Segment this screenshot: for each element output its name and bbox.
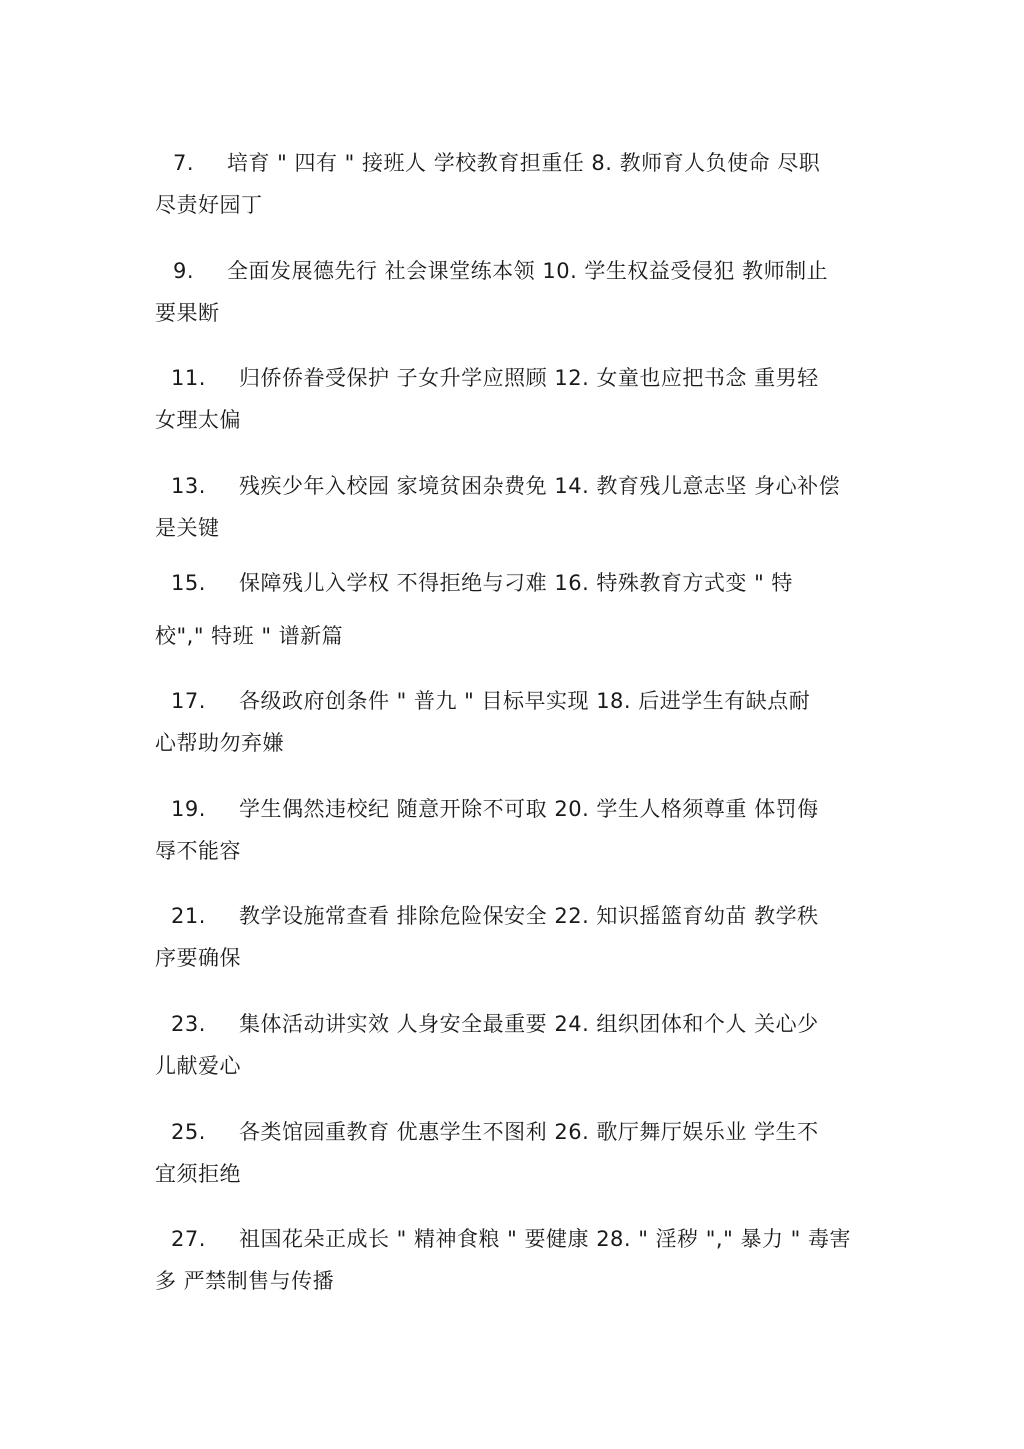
- item-text-line2: 校"," 特班 " 谱新篇: [155, 624, 344, 648]
- item-text-line2: 要果断: [155, 301, 220, 325]
- item-text-line1: 集体活动讲实效 人身安全最重要 24. 组织团体和个人 关心少: [239, 1012, 819, 1036]
- item-number: 7.: [173, 151, 195, 175]
- item-text-line2: 多 严禁制售与传播: [155, 1269, 335, 1293]
- item-text-line2: 是关键: [155, 516, 220, 540]
- item-text-line1: 保障残儿入学权 不得拒绝与刁难 16. 特殊教育方式变 " 特: [239, 571, 793, 595]
- item-number: 17.: [171, 689, 206, 713]
- item-text-line1: 培育 " 四有 " 接班人 学校教育担重任 8. 教师育人负使命 尽职: [227, 151, 821, 175]
- item-text-line1: 残疾少年入校园 家境贫困杂费免 14. 教育残儿意志坚 身心补偿: [239, 474, 841, 498]
- item-number: 27.: [171, 1227, 206, 1251]
- item-number: 21.: [171, 904, 206, 928]
- item-text-line1: 教学设施常查看 排除危险保安全 22. 知识摇篮育幼苗 教学秩: [239, 904, 819, 928]
- item-text-line2: 女理太偏: [155, 408, 241, 432]
- item-text-line1: 学生偶然违校纪 随意开除不可取 20. 学生人格须尊重 体罚侮: [239, 797, 819, 821]
- item-text-line1: 全面发展德先行 社会课堂练本领 10. 学生权益受侵犯 教师制止: [227, 259, 829, 283]
- item-text-line2: 尽责好园丁: [155, 193, 263, 217]
- item-text-line1: 祖国花朵正成长 " 精神食粮 " 要健康 28. " 淫秽 "," 暴力 " 毒害: [239, 1227, 851, 1251]
- item-text-line2: 心帮助勿弃嫌: [155, 731, 284, 755]
- item-number: 9.: [173, 259, 195, 283]
- item-number: 15.: [171, 571, 206, 595]
- item-text-line2: 辱不能容: [155, 839, 241, 863]
- item-number: 25.: [171, 1120, 206, 1144]
- item-text-line2: 儿献爱心: [155, 1054, 241, 1078]
- item-number: 13.: [171, 474, 206, 498]
- item-number: 19.: [171, 797, 206, 821]
- item-text-line1: 各级政府创条件 " 普九 " 目标早实现 18. 后进学生有缺点耐: [239, 689, 811, 713]
- item-text-line2: 序要确保: [155, 946, 241, 970]
- item-number: 23.: [171, 1012, 206, 1036]
- item-text-line1: 各类馆园重教育 优惠学生不图利 26. 歌厅舞厅娱乐业 学生不: [239, 1120, 819, 1144]
- item-text-line2: 宜须拒绝: [155, 1162, 241, 1186]
- item-number: 11.: [171, 366, 206, 390]
- item-text-line1: 归侨侨眷受保护 子女升学应照顾 12. 女童也应把书念 重男轻: [239, 366, 819, 390]
